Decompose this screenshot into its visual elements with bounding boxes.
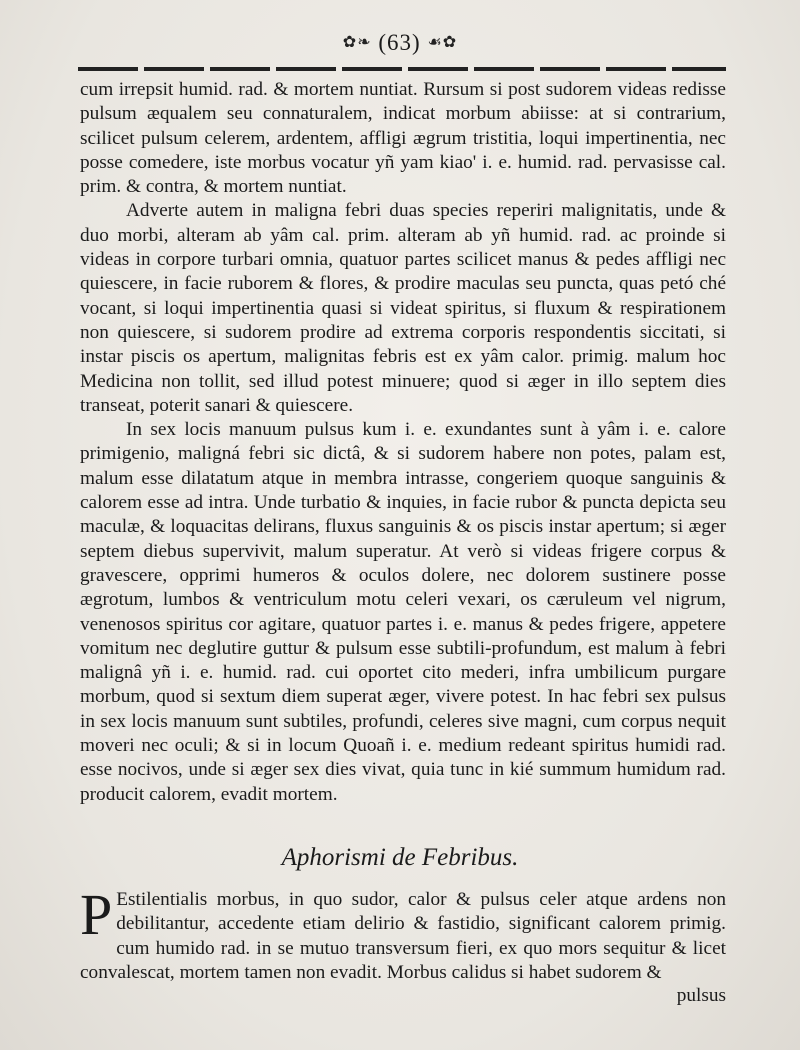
header-rule [78, 67, 726, 71]
section-body [80, 882, 726, 985]
ornament-left-icon: ✿❧ [342, 34, 372, 51]
section-paragraph: Estilentialis morbus, in quo sudor, calor & pulsus celer atque ardens non debilitantur, accedente etiam delirio & fastidio, significant calorem primig. cum humido rad. in se mutuo transversum fieri, ex quo mors sequitur & licet convalescat, mortem tamen non evadit. Morbus calidus si habet sudorem & [80, 889, 726, 983]
paragraph-1: cum irrepsit humid. rad. & mortem nuntiat. Rursum si post sudorem videas redisse pulsum æqualem seu connaturalem, indicat morbum abiisse: at si contrarium, scilicet pulsum celerem, ardentem, affligi ægrum tristitia, loqui impertinentia, nec posse comedere, iste morbus vocatur yñ yam kiao' i. e. humid. rad. pervasisse cal. prim. & contra, & mortem nuntiat. [80, 79, 726, 198]
page-number: (63) [378, 30, 421, 55]
paragraph-2: Adverte autem in maligna febri duas species reperiri malignitatis, unde & duo morbi, alteram ab yâm cal. prim. alteram ab yñ humid. rad. ac proinde si videas in corpore turbari omnia, quatuor partes scilicet manus & pedes affligi nec quiescere, in facie ruborem & flores, & prodire maculas seu puncta, quas petó ché vocant, si loqui impertinentia quasi si videat spiritus, si fluxum & respirationem non quiescere, si sudorem prodire ad extrema corporis respondentis siccitati, si instar piscis os apertum, malignitas febris est ex yâm calor. primig. malum hoc Medicina non tollit, sed illud potest minuere; quod si æger in illo septem dies transeat, poterit sanari & quiescere. [80, 200, 726, 416]
main-text [80, 78, 726, 807]
paragraph-3: In sex locis manuum pulsus kum i. e. exundantes sunt à yâm i. e. calore primigenio, maligná febri sic dictâ, & si sudorem habere non potes, palam est, malum esse dilatatum atque in membra intrasse, congeriem quoque sanguinis & calorem esse ad intra. Unde turbatio & inquies, in facie rubor & puncta depicta seu maculæ, & loquacitas delirans, fluxus sanguinis & os piscis instar apertum; si æger septem diebus supervivit, malum superatur. At verò si videas frigere corpus & gravescere, opprimi humeros & oculos dolere, nec dolorem sustinere posse ægrotum, lumbos & ventriculum motu celeri vexari, os cæruleum vel nigrum, venenosos spiritus cor agitare, quatuor partes i. e. manus & pedes frigere, appetere vomitum nec deglutire guttur & pulsum esse subtili-profundum, est malum à febri malignâ yñ i. e. humid. rad. cui oportet cito mederi, infra umbilicum purgare morbum, quod si sextum diem superat æger, vivere potest. In hac febri sex pulsus in sex locis manuum sunt subtiles, profundi, celeres sive magni, cum corpus nequit moveri nec oculi; & si in locum Quoañ i. e. medium redeant spiritus humidi rad. esse nocivos, unde si æger sex dies vivat, quia tunc in kié summum humidum rad. producit calorem, evadit mortem. [80, 419, 726, 805]
drop-cap: P [80, 882, 113, 947]
section-heading: Aphorismi de Febribus. [281, 844, 519, 871]
page-header [0, 30, 800, 56]
ornament-right-icon: ☙✿ [427, 34, 458, 51]
catchword: pulsus [676, 985, 726, 1006]
